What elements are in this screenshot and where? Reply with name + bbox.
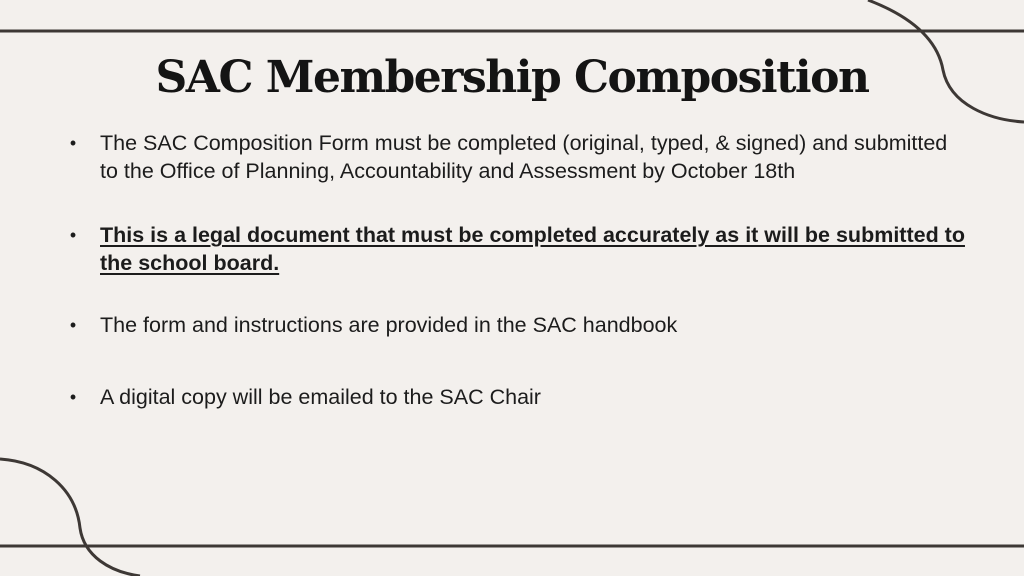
bullet-marker: •: [69, 133, 77, 153]
bullet-item: [66, 222, 966, 277]
bullet-marker: •: [69, 225, 77, 245]
bullet-item: [66, 130, 966, 185]
bullet-item: [66, 384, 966, 412]
bullet-text: The SAC Composition Form must be completed (original, typed, & signed) and submitted to the Office of Planning, Accountability and Assessment by October 18th: [100, 131, 948, 183]
bullet-item: [66, 312, 966, 340]
bullet-marker: •: [69, 386, 77, 407]
bullet-list: [66, 130, 966, 411]
bullet-text: A digital copy will be emailed to the SAC Chair: [100, 384, 541, 409]
bullet-text-emphasized: This is a legal document that must be completed accurately as it will be submitted to the school board.: [100, 223, 965, 275]
slide-title: SAC Membership Composition: [155, 52, 869, 103]
bottom-left-curve: [0, 459, 140, 576]
bullet-text: The form and instructions are provided in the SAC handbook: [100, 313, 678, 337]
bullet-marker: •: [69, 315, 77, 335]
